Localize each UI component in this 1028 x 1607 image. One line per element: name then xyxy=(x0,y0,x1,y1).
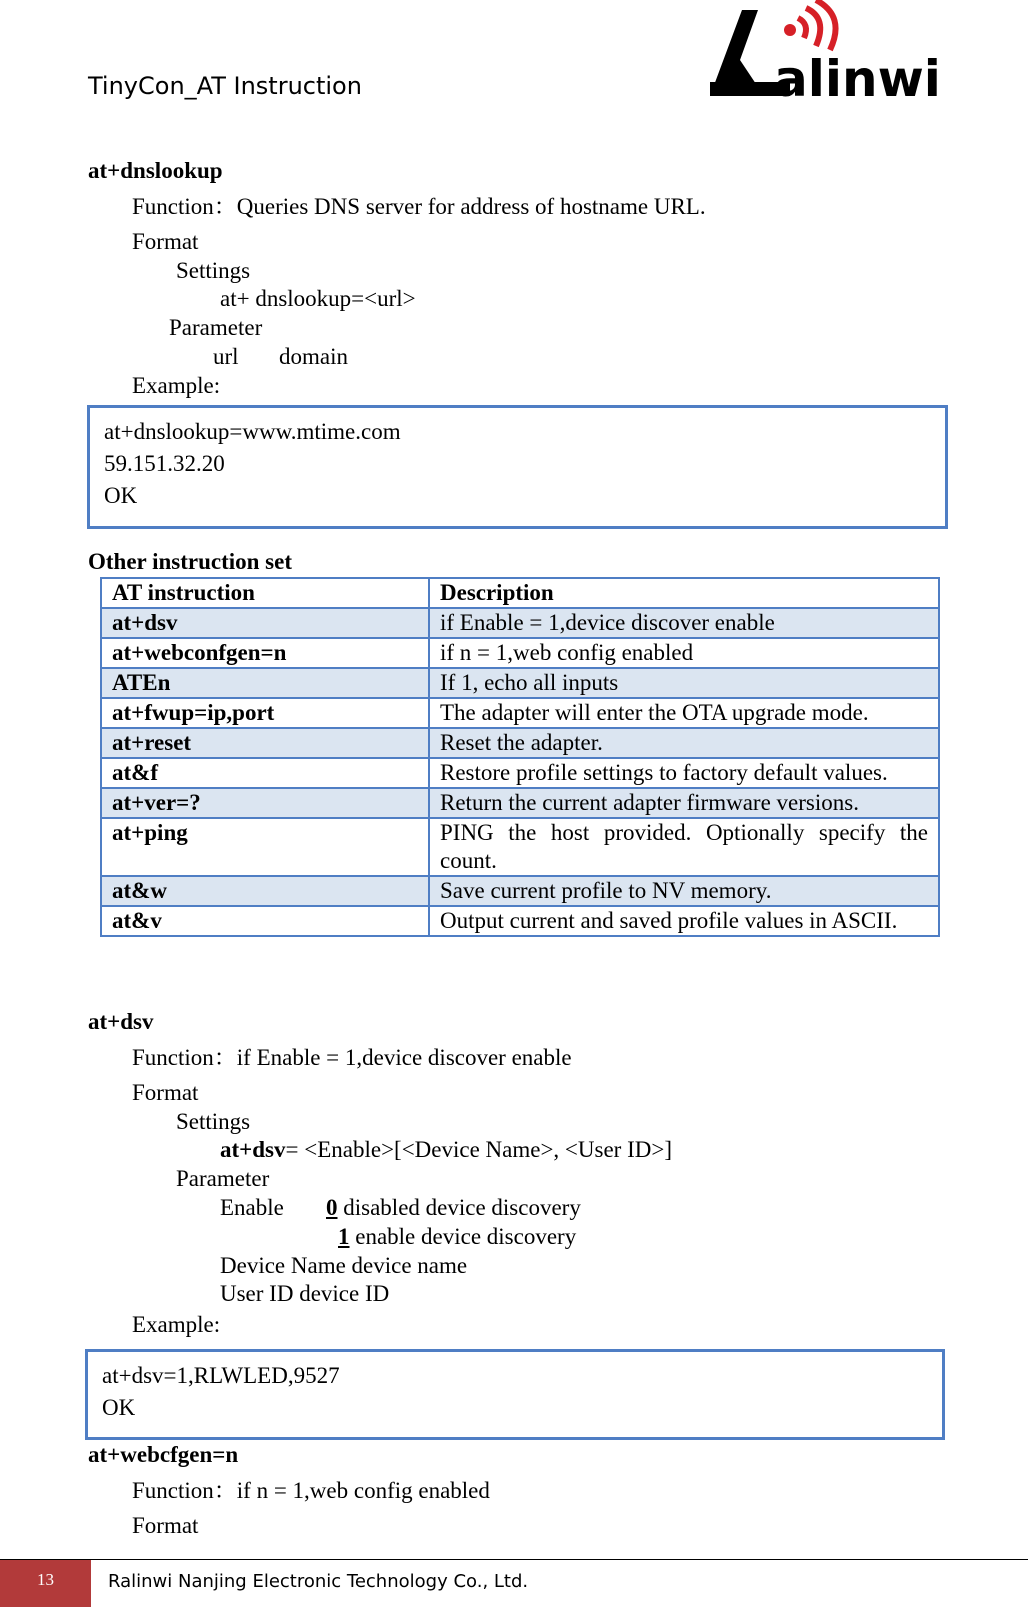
settings-cmd-keyword: at+dsv xyxy=(220,1137,286,1162)
dsv-settings-cmd xyxy=(220,1136,672,1164)
function-label: Function： xyxy=(132,1045,237,1070)
row-description: Output current and saved profile values in ASCII. xyxy=(429,906,939,936)
dsv-example-label: Example: xyxy=(132,1312,221,1337)
webcfgen-function xyxy=(132,1477,490,1505)
footer-company: Ralinwi Nanjing Electronic Technology Co., Ltd. xyxy=(108,1571,529,1592)
svg-text:alinwi: alinwi xyxy=(774,50,941,100)
enable-0-text: disabled device discovery xyxy=(337,1195,581,1220)
row-command: at&w xyxy=(101,876,429,906)
table-header-row xyxy=(101,578,939,608)
row-command: ATEn xyxy=(101,668,429,698)
row-description: if Enable = 1,device discover enable xyxy=(429,608,939,638)
row-command: at+webconfgen=n xyxy=(101,638,429,668)
dsv-parameter-label: Parameter xyxy=(176,1166,270,1191)
webcfgen-format-label: Format xyxy=(132,1513,199,1538)
function-label: Function： xyxy=(132,194,237,219)
dnslookup-heading: at+dnslookup xyxy=(88,158,223,183)
example-line: OK xyxy=(104,483,138,508)
row-command: at+ping xyxy=(101,818,429,876)
row-description: The adapter will enter the OTA upgrade mode. xyxy=(429,698,939,728)
dnslookup-parameter-label: Parameter xyxy=(169,315,263,340)
table-row xyxy=(101,668,939,698)
dsv-heading: at+dsv xyxy=(88,1009,154,1034)
dsv-user-id-line: User ID device ID xyxy=(220,1281,390,1306)
row-description: Restore profile settings to factory default values. xyxy=(429,758,939,788)
dsv-function xyxy=(132,1044,572,1072)
row-description: Return the current adapter firmware versions. xyxy=(429,788,939,818)
function-text: if Enable = 1,device discover enable xyxy=(236,1045,572,1070)
dsv-enable-1 xyxy=(338,1223,576,1251)
footer-divider xyxy=(0,1559,1028,1560)
example-line: at+dsv=1,RLWLED,9527 xyxy=(102,1363,340,1388)
dsv-enable-label: Enable xyxy=(220,1195,284,1220)
dsv-format-label: Format xyxy=(132,1080,199,1105)
row-command: at&f xyxy=(101,758,429,788)
dsv-device-name-line: Device Name device name xyxy=(220,1253,468,1278)
row-command: at&v xyxy=(101,906,429,936)
example-line: OK xyxy=(102,1395,136,1420)
table-row xyxy=(101,906,939,936)
column-header-description: Description xyxy=(429,578,939,608)
row-command: at+ver=? xyxy=(101,788,429,818)
row-description: Reset the adapter. xyxy=(429,728,939,758)
dnslookup-example-box xyxy=(87,405,948,529)
dnslookup-settings-label: Settings xyxy=(176,258,251,283)
dsv-enable-0 xyxy=(326,1194,581,1222)
example-line: 59.151.32.20 xyxy=(104,451,225,476)
dnslookup-format-label: Format xyxy=(132,229,199,254)
ralinwi-logo xyxy=(706,0,951,100)
function-text: if n = 1,web config enabled xyxy=(236,1478,490,1503)
row-description: If 1, echo all inputs xyxy=(429,668,939,698)
dnslookup-function xyxy=(132,193,706,221)
row-description: PING the host provided. Optionally specify the count. xyxy=(429,818,939,876)
dsv-settings-label: Settings xyxy=(176,1109,251,1134)
dsv-example-box xyxy=(85,1349,945,1440)
dnslookup-example-label: Example: xyxy=(132,373,221,398)
table-row xyxy=(101,818,939,876)
page-number: 13 xyxy=(37,1570,54,1589)
row-description: if n = 1,web config enabled xyxy=(429,638,939,668)
document-header-title: TinyCon_AT Instruction xyxy=(88,72,362,100)
enable-1-value: 1 xyxy=(338,1224,350,1249)
settings-cmd-args: = <Enable>[<Device Name>, <User ID>] xyxy=(285,1137,672,1162)
dnslookup-param-name: url xyxy=(213,344,239,369)
table-row xyxy=(101,758,939,788)
table-row xyxy=(101,788,939,818)
example-line: at+dnslookup=www.mtime.com xyxy=(104,419,401,444)
column-header-instruction: AT instruction xyxy=(101,578,429,608)
enable-0-value: 0 xyxy=(326,1195,338,1220)
table-row xyxy=(101,638,939,668)
row-description: Save current profile to NV memory. xyxy=(429,876,939,906)
dnslookup-param-desc: domain xyxy=(279,344,348,369)
dnslookup-settings-cmd: at+ dnslookup=<url> xyxy=(220,286,416,311)
table-row xyxy=(101,876,939,906)
row-command: at+dsv xyxy=(101,608,429,638)
instruction-table xyxy=(100,577,940,937)
row-command: at+reset xyxy=(101,728,429,758)
other-set-heading: Other instruction set xyxy=(88,549,293,574)
function-text: Queries DNS server for address of hostname URL. xyxy=(236,194,706,219)
table-row xyxy=(101,728,939,758)
webcfgen-heading: at+webcfgen=n xyxy=(88,1442,239,1467)
row-command: at+fwup=ip,port xyxy=(101,698,429,728)
table-row xyxy=(101,608,939,638)
table-row xyxy=(101,698,939,728)
enable-1-text: enable device discovery xyxy=(349,1224,577,1249)
function-label: Function： xyxy=(132,1478,237,1503)
